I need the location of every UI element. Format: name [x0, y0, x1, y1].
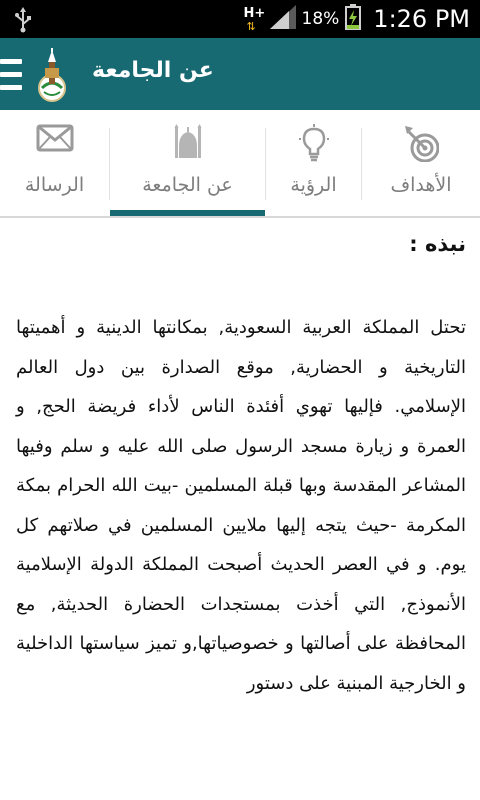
tab-about-university[interactable] [110, 110, 265, 216]
selected-tab-indicator [110, 210, 265, 216]
target-icon [403, 124, 439, 166]
tab-bar [0, 110, 480, 218]
lightbulb-icon [299, 124, 329, 168]
hamburger-menu-icon[interactable] [0, 55, 22, 95]
battery-percent: 18% [301, 9, 340, 29]
usb-icon [14, 7, 32, 37]
tab-label: عن الجامعة [142, 174, 233, 196]
tab-goals[interactable] [362, 110, 480, 216]
status-bar [0, 0, 480, 38]
page-title: عن الجامعة [92, 58, 214, 83]
content-area[interactable] [0, 218, 480, 800]
tab-label: الرؤية [290, 174, 337, 196]
signal-icon [270, 5, 296, 33]
tab-message[interactable] [0, 110, 109, 216]
mosque-icon [173, 124, 203, 164]
about-text: تحتل المملكة العربية السعودية, بمكانتها الدينية و أهميتها التاريخية و الحضارية, موقع الصدارة بين دول العالم الإسلامي. فإليها تهوي أفئدة الناس لأداء فريضة الحج, و العمرة و زيارة مسجد الرسول صلى الله عليه و سلم وفيها المشاعر المقدسة وبها قبلة المسلمين -بيت الله الحرام بمكة المكرمة -حيث يتجه إليها ملايين المسلمين في صلاتهم كل يوم. و في العصر الحديث أصبحت المملكة الدولة الإسلامية الأنموذج, التي أخذت بمستجدات الحضارة الحديثة, مع المحافظة على أصالتها و خصوصياتها,و تميز سياستها الداخلية و الخارجية المبنية على دستور [16, 317, 466, 694]
envelope-icon [36, 124, 74, 156]
battery-charging-icon [345, 4, 361, 34]
app-bar [0, 38, 480, 110]
network-type-label: H+ [243, 6, 266, 21]
tab-label: الرسالة [24, 174, 85, 196]
section-heading: نبذه : [409, 232, 466, 256]
tab-label: الأهداف [390, 174, 452, 196]
data-activity-icon: H+ ⇅ [243, 6, 266, 33]
clock: 1:26 PM [373, 5, 470, 33]
university-emblem-icon[interactable] [32, 48, 72, 102]
tab-vision[interactable] [266, 110, 361, 216]
